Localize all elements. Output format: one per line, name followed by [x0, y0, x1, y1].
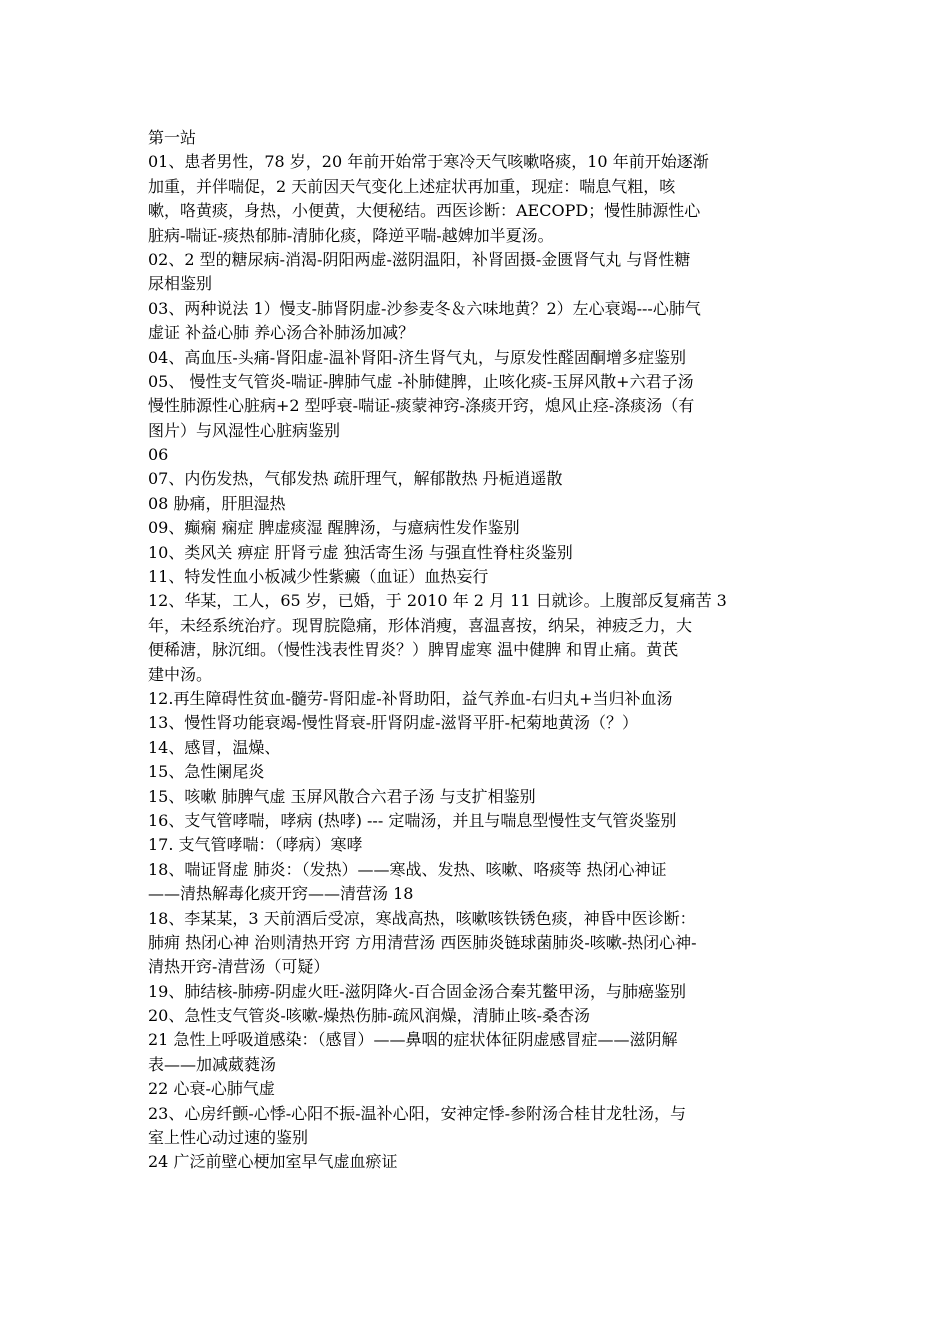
text-line: 图片）与风湿性心脏病鉴别: [148, 420, 341, 440]
text-line: 嗽，咯黄痰，身热，小便黄，大便秘结。西医诊断：AECOPD；慢性肺源性心: [148, 201, 701, 221]
text-line: 09、癫痫 痫症 脾虚痰湿 醒脾汤，与癔病性发作鉴别: [148, 518, 520, 538]
text-line: 15、咳嗽 肺脾气虚 玉屏风散合六君子汤 与支扩相鉴别: [148, 786, 536, 806]
text-line: 03、两种说法 1）慢支-肺肾阴虚-沙参麦冬＆六味地黄？2）左心衰竭---心肺气: [148, 298, 701, 318]
text-line: 19、肺结核-肺痨-阴虚火旺-滋阴降火-百合固金汤合秦艽鳖甲汤，与肺癌鉴别: [148, 981, 686, 1001]
text-line: 表——加减葳蕤汤: [148, 1054, 277, 1074]
text-line: 10、类风关 痹症 肝肾亏虚 独活寄生汤 与强直性脊柱炎鉴别: [148, 542, 573, 562]
text-line: 13、慢性肾功能衰竭-慢性肾衰-肝肾阴虚-滋肾平肝-杞菊地黄汤（？）: [148, 713, 638, 733]
text-line: 12、华某，工人，65 岁，已婚，于 2010 年 2 月 11 日就诊。上腹部反复痛苦 3: [148, 591, 727, 611]
text-line: 04、高血压-头痛-肾阳虚-温补肾阳-济生肾气丸，与原发性醛固酮增多症鉴别: [148, 347, 686, 367]
text-line: 室上性心动过速的鉴别: [148, 1128, 309, 1148]
text-line: 06: [148, 445, 169, 465]
text-line: 17. 支气管哮喘：（哮病）寒哮: [148, 835, 363, 855]
text-line: 15、急性阑尾炎: [148, 762, 265, 782]
text-line: 16、支气管哮喘，哮病 (热哮) --- 定喘汤，并且与喘息型慢性支气管炎鉴别: [148, 810, 677, 830]
text-line: 02、2 型的糖尿病-消渴-阴阳两虚-滋阴温阳，补肾固摄-金匮肾气丸 与肾性糖: [148, 249, 691, 269]
text-line: 08 胁痛，肝胆湿热: [148, 493, 286, 513]
text-line: 05、 慢性支气管炎-喘证-脾肺气虚 -补肺健脾，止咳化痰-玉屏风散+六君子汤: [148, 371, 694, 391]
text-line: 建中汤。: [148, 664, 213, 684]
text-line: 18、喘证肾虚 肺炎：（发热）——寒战、发热、咳嗽、咯痰等 热闭心神证: [148, 859, 667, 879]
text-line: 慢性肺源性心脏病+2 型呼衰-喘证-痰蒙神窍-涤痰开窍，熄风止痉-涤痰汤（有: [148, 396, 695, 416]
text-line: 肺痈 热闭心神 治则清热开窍 方用清营汤 西医肺炎链球菌肺炎-咳嗽-热闭心神-: [148, 932, 697, 952]
text-line: 12.再生障碍性贫血-髓劳-肾阳虚-补肾助阳，益气养血-右归丸+当归补血汤: [148, 688, 673, 708]
text-line: 24 广泛前壁心梗加室早气虚血瘀证: [148, 1152, 398, 1172]
text-line: 23、心房纤颤-心悸-心阳不振-温补心阳，安神定悸-参附汤合桂甘龙牡汤，与: [148, 1103, 686, 1123]
text-line: 尿相鉴别: [148, 274, 213, 294]
text-line: 清热开窍-清营汤（可疑）: [148, 957, 330, 977]
text-line: 18、李某某，3 天前酒后受凉，寒战高热，咳嗽咳铁锈色痰，神昏中医诊断：: [148, 908, 696, 928]
text-line: 便稀溏，脉沉细。（慢性浅表性胃炎？）脾胃虚寒 温中健脾 和胃止痛。黄芪: [148, 640, 679, 660]
text-line: 01、患者男性，78 岁，20 年前开始常于寒冷天气咳嗽咯痰，10 年前开始逐渐: [148, 152, 709, 172]
text-line: ——清热解毒化痰开窍——清营汤 18: [148, 884, 414, 904]
text-line: 22 心衰-心肺气虚: [148, 1079, 275, 1099]
document-body: [148, 126, 804, 1175]
section-title: 第一站: [148, 128, 197, 147]
text-line: 21 急性上呼吸道感染：（感冒）——鼻咽的症状体征阴虚感冒症——滋阴解: [148, 1030, 678, 1050]
text-line: 加重，并伴喘促，2 天前因天气变化上述症状再加重，现症：喘息气粗，咳: [148, 176, 676, 196]
text-line: 年，未经系统治疗。现胃脘隐痛，形体消瘦，喜温喜按，纳呆，神疲乏力，大: [148, 615, 693, 635]
text-line: 虚证 补益心肺 养心汤合补肺汤加减？: [148, 323, 415, 343]
text-line: 脏病-喘证-痰热郁肺-清肺化痰，降逆平喘-越婢加半夏汤。: [148, 225, 554, 245]
text-line: 14、感冒，温燥、: [148, 737, 281, 757]
text-line: 20、急性支气管炎-咳嗽-燥热伤肺-疏风润燥，清肺止咳-桑杏汤: [148, 1006, 590, 1026]
text-line: 11、特发性血小板减少性紫癜（血证）血热妄行: [148, 567, 489, 587]
text-line: 07、内伤发热，气郁发热 疏肝理气，解郁散热 丹栀逍遥散: [148, 469, 563, 489]
